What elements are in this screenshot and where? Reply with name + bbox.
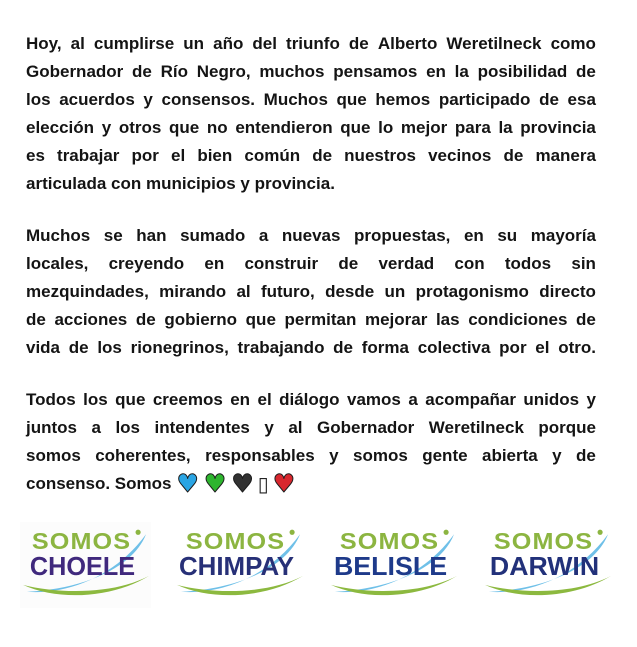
logo-word-somos: SOMOS — [185, 528, 286, 555]
text-line: juntos a los intendentes y al Gobernador Weretilneck porque — [26, 418, 596, 437]
paragraph-2 — [26, 222, 596, 362]
blue-heart-icon: ♥ — [176, 469, 199, 498]
logo-word-city: CHOELE — [29, 552, 136, 581]
text-line: mezquindades, mirando al futuro, desde un protagonismo directo — [26, 282, 596, 301]
somos-dot-icon — [136, 530, 141, 535]
paragraph-3 — [26, 386, 596, 498]
text-line: Gobernador de Río Negro, muchos pensamos en la posibilidad de — [26, 62, 596, 81]
text-line: somos coherentes, responsables y somos gente abierta y de — [26, 446, 596, 465]
text-line-with-hearts — [26, 470, 596, 498]
green-heart-icon: ♥ — [203, 469, 227, 498]
red-heart-icon: ♥ — [272, 469, 296, 498]
missing-glyph-box-icon: ▯ — [257, 472, 269, 496]
text-line: elección y otros que no entendieron que lo mejor para la provincia — [26, 118, 596, 137]
logo-word-city: CHIMPAY — [178, 552, 295, 581]
black-heart-icon: ♥ — [231, 469, 254, 498]
text-line: Todos los que creemos en el diálogo vamos a acompañar unidos y — [26, 390, 596, 409]
paragraph-1 — [26, 30, 596, 198]
logo-word-somos: SOMOS — [493, 528, 594, 555]
logo-somos-darwin — [482, 522, 613, 608]
text-line: vida de los rionegrinos, trabajando de forma colectiva por el otro. — [26, 338, 596, 357]
text-line: de acciones de gobierno que permitan mejorar las condiciones de — [26, 310, 596, 329]
text-line: consenso. Somos — [26, 474, 172, 493]
logo-word-city: BELISLE — [333, 552, 448, 581]
somos-dot-icon — [290, 530, 295, 535]
text-line: Muchos se han sumado a nuevas propuestas, en su mayoría — [26, 226, 596, 245]
logo-strip — [0, 522, 637, 608]
somos-dot-icon — [444, 530, 449, 535]
logo-word-somos: SOMOS — [31, 528, 132, 555]
text-line: Hoy, al cumplirse un año del triunfo de Alberto Weretilneck como — [26, 34, 596, 53]
logo-somos-chimpay — [174, 522, 305, 608]
logo-word-city: DARWIN — [489, 552, 600, 581]
logo-somos-choele — [20, 522, 151, 608]
logo-somos-belisle — [328, 522, 459, 608]
text-line: es trabajar por el bien común de nuestros vecinos de manera — [26, 146, 596, 165]
text-line: articulada con municipios y provincia. — [26, 174, 335, 193]
logo-word-somos: SOMOS — [339, 528, 440, 555]
text-line: los acuerdos y consensos. Muchos que hemos participado de esa — [26, 90, 596, 109]
somos-dot-icon — [598, 530, 603, 535]
text-line: locales, creyendo en construir de verdad con todos sin — [26, 254, 596, 273]
